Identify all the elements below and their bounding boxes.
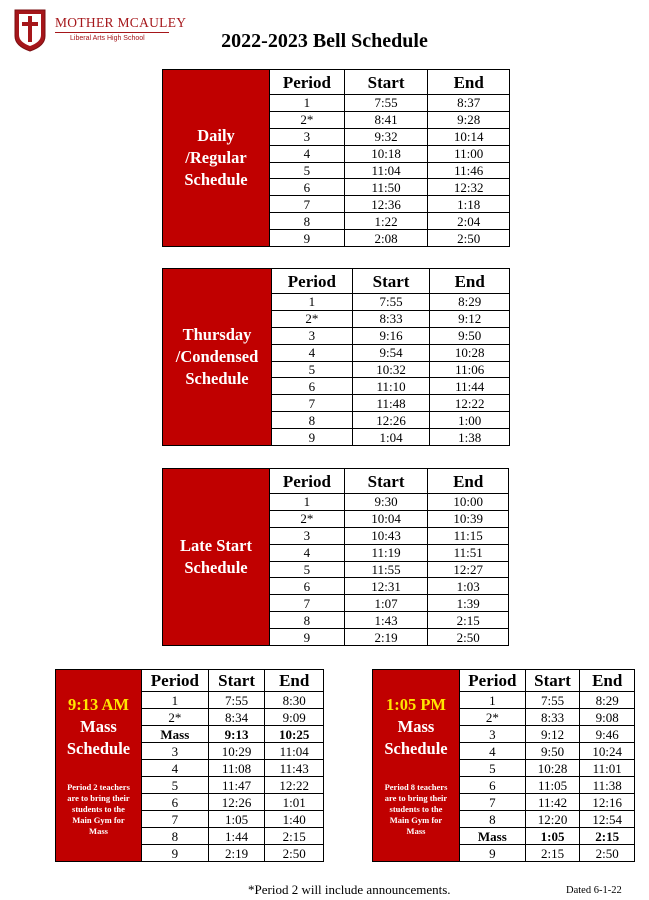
end-cell: 2:50 xyxy=(428,629,509,646)
end-cell: 2:50 xyxy=(428,230,510,247)
mass-am-schedule xyxy=(55,669,324,862)
period-cell: 7 xyxy=(270,595,345,612)
start-header: Start xyxy=(208,670,265,692)
start-cell: 11:42 xyxy=(525,794,580,811)
start-cell: 1:22 xyxy=(344,213,428,230)
start-cell: 9:16 xyxy=(352,327,430,344)
end-cell: 11:44 xyxy=(430,378,510,395)
period-cell: 9 xyxy=(270,230,345,247)
period-cell: 2* xyxy=(270,510,345,527)
end-cell: 8:37 xyxy=(428,95,510,112)
start-cell: 1:43 xyxy=(344,612,428,629)
end-cell: 9:08 xyxy=(580,709,635,726)
schedule-row xyxy=(272,412,510,429)
late-start-schedule-label-box xyxy=(162,468,269,646)
schedule-row xyxy=(460,777,635,794)
mass-am-table xyxy=(141,669,324,862)
end-header: End xyxy=(428,469,509,494)
end-cell: 11:46 xyxy=(428,162,510,179)
start-cell: 2:08 xyxy=(344,230,428,247)
end-cell: 12:22 xyxy=(265,777,324,794)
start-cell: 10:32 xyxy=(352,361,430,378)
period-cell: 8 xyxy=(270,213,345,230)
period-cell: 2* xyxy=(272,310,353,327)
period-cell: 7 xyxy=(270,196,345,213)
schedule-row xyxy=(460,692,635,709)
period-cell: 7 xyxy=(272,395,353,412)
schedule-row xyxy=(270,544,509,561)
period-cell: 8 xyxy=(272,412,353,429)
mass-pm-label: Mass Schedule xyxy=(384,717,448,758)
start-cell: 11:55 xyxy=(344,561,428,578)
period-cell: 2* xyxy=(142,709,209,726)
end-cell: 8:30 xyxy=(265,692,324,709)
start-cell: 2:15 xyxy=(525,845,580,862)
period-cell: 5 xyxy=(270,561,345,578)
start-cell: 7:55 xyxy=(352,294,430,311)
mass-am-time: 9:13 AM xyxy=(68,695,129,714)
start-cell: 10:18 xyxy=(344,145,428,162)
schedule-row xyxy=(142,743,324,760)
dated-label: Dated 6-1-22 xyxy=(566,885,622,896)
period-cell: 9 xyxy=(460,845,526,862)
schedule-row xyxy=(270,230,510,247)
late-start-schedule-table xyxy=(269,468,509,646)
end-cell: 11:15 xyxy=(428,527,509,544)
schedule-row xyxy=(270,111,510,128)
start-cell: 7:55 xyxy=(525,692,580,709)
schedule-row xyxy=(270,95,510,112)
end-cell: 1:00 xyxy=(430,412,510,429)
schedule-row xyxy=(270,510,509,527)
start-cell: 9:50 xyxy=(525,743,580,760)
end-cell: 10:28 xyxy=(430,344,510,361)
end-cell: 11:01 xyxy=(580,760,635,777)
end-cell: 8:29 xyxy=(430,294,510,311)
end-cell: 2:50 xyxy=(580,845,635,862)
start-cell: 1:44 xyxy=(208,828,265,845)
end-header: End xyxy=(580,670,635,692)
period-cell: 4 xyxy=(142,760,209,777)
schedule-row xyxy=(270,162,510,179)
start-cell: 11:05 xyxy=(525,777,580,794)
start-cell: 2:19 xyxy=(208,845,265,862)
start-cell: 10:04 xyxy=(344,510,428,527)
end-cell: 2:15 xyxy=(265,828,324,845)
period-cell: 4 xyxy=(272,344,353,361)
schedule-row xyxy=(270,561,509,578)
late-start-schedule-label: Late Start Schedule xyxy=(180,536,252,577)
start-cell: 11:04 xyxy=(344,162,428,179)
period-cell: 1 xyxy=(272,294,353,311)
schedule-row xyxy=(142,709,324,726)
start-cell: 1:04 xyxy=(352,429,430,446)
end-cell: 10:14 xyxy=(428,128,510,145)
period-cell: 8 xyxy=(142,828,209,845)
schedule-row xyxy=(272,344,510,361)
period-cell: 6 xyxy=(142,794,209,811)
schedule-row xyxy=(270,196,510,213)
start-cell: 2:19 xyxy=(344,629,428,646)
schedule-row xyxy=(270,179,510,196)
period-header: Period xyxy=(272,269,353,294)
period-cell: 4 xyxy=(270,145,345,162)
end-cell: 2:50 xyxy=(265,845,324,862)
schedule-row xyxy=(142,794,324,811)
start-cell: 12:31 xyxy=(344,578,428,595)
start-cell: 11:08 xyxy=(208,760,265,777)
schedule-row xyxy=(460,726,635,743)
schedule-row xyxy=(460,760,635,777)
daily-schedule-label: Daily /Regular Schedule xyxy=(184,126,248,189)
schedule-row xyxy=(270,145,510,162)
schedule-row xyxy=(272,327,510,344)
period-cell: 2* xyxy=(460,709,526,726)
schedule-row xyxy=(460,828,635,845)
thursday-schedule-label-box xyxy=(162,268,271,446)
end-cell: 1:18 xyxy=(428,196,510,213)
end-cell: 1:40 xyxy=(265,811,324,828)
end-header: End xyxy=(265,670,324,692)
start-cell: 12:26 xyxy=(208,794,265,811)
schedule-row xyxy=(460,811,635,828)
period-cell: Mass xyxy=(142,726,209,743)
start-header: Start xyxy=(344,70,428,95)
period-cell: 6 xyxy=(272,378,353,395)
footnote: *Period 2 will include announcements. xyxy=(248,882,451,897)
mass-pm-schedule xyxy=(372,669,635,862)
period-cell: 5 xyxy=(142,777,209,794)
start-cell: 7:55 xyxy=(344,95,428,112)
thursday-schedule-label: Thursday /Condensed Schedule xyxy=(175,325,259,388)
schedule-row xyxy=(270,629,509,646)
end-cell: 9:28 xyxy=(428,111,510,128)
schedule-row xyxy=(270,494,509,511)
schedule-row xyxy=(142,811,324,828)
period-header: Period xyxy=(460,670,526,692)
start-cell: 11:10 xyxy=(352,378,430,395)
end-cell: 8:29 xyxy=(580,692,635,709)
schedule-row xyxy=(270,612,509,629)
end-cell: 1:39 xyxy=(428,595,509,612)
schedule-row xyxy=(272,429,510,446)
end-cell: 10:24 xyxy=(580,743,635,760)
start-cell: 10:28 xyxy=(525,760,580,777)
end-cell: 10:00 xyxy=(428,494,509,511)
start-header: Start xyxy=(525,670,580,692)
start-cell: 9:32 xyxy=(344,128,428,145)
start-cell: 1:05 xyxy=(208,811,265,828)
period-cell: Mass xyxy=(460,828,526,845)
schedule-row xyxy=(272,361,510,378)
end-cell: 11:51 xyxy=(428,544,509,561)
start-cell: 10:43 xyxy=(344,527,428,544)
late-start-schedule xyxy=(162,468,509,646)
period-cell: 3 xyxy=(270,128,345,145)
period-cell: 3 xyxy=(272,327,353,344)
schedule-row xyxy=(270,527,509,544)
end-cell: 12:16 xyxy=(580,794,635,811)
end-cell: 9:12 xyxy=(430,310,510,327)
end-cell: 2:15 xyxy=(580,828,635,845)
page-title: 2022-2023 Bell Schedule xyxy=(221,30,428,52)
end-header: End xyxy=(428,70,510,95)
period-cell: 7 xyxy=(142,811,209,828)
schedule-row xyxy=(142,777,324,794)
end-cell: 1:01 xyxy=(265,794,324,811)
schedule-row xyxy=(460,794,635,811)
end-cell: 2:15 xyxy=(428,612,509,629)
end-cell: 9:09 xyxy=(265,709,324,726)
end-cell: 1:38 xyxy=(430,429,510,446)
schedule-row xyxy=(460,709,635,726)
start-cell: 11:48 xyxy=(352,395,430,412)
end-cell: 10:25 xyxy=(265,726,324,743)
logo-name: MOTHER MCAULEY xyxy=(55,15,187,30)
schedule-row xyxy=(142,845,324,862)
schedule-row xyxy=(142,828,324,845)
start-cell: 10:29 xyxy=(208,743,265,760)
period-cell: 5 xyxy=(270,162,345,179)
start-cell: 12:26 xyxy=(352,412,430,429)
end-cell: 9:50 xyxy=(430,327,510,344)
schedule-row xyxy=(272,294,510,311)
end-cell: 9:46 xyxy=(580,726,635,743)
period-cell: 4 xyxy=(460,743,526,760)
mass-pm-table xyxy=(459,669,635,862)
daily-schedule-label-box xyxy=(162,69,269,247)
schedule-row xyxy=(460,743,635,760)
schedule-row xyxy=(142,760,324,777)
period-cell: 6 xyxy=(270,578,345,595)
period-header: Period xyxy=(270,70,345,95)
start-cell: 11:47 xyxy=(208,777,265,794)
start-header: Start xyxy=(344,469,428,494)
period-cell: 1 xyxy=(142,692,209,709)
daily-schedule-table xyxy=(269,69,510,247)
schedule-row xyxy=(142,692,324,709)
period-cell: 9 xyxy=(272,429,353,446)
schedule-row xyxy=(270,578,509,595)
mass-am-note: Period 2 teachers are to bring their students to the Main Gym for Mass xyxy=(67,782,130,836)
end-cell: 1:03 xyxy=(428,578,509,595)
schedule-row xyxy=(272,378,510,395)
start-cell: 8:41 xyxy=(344,111,428,128)
schedule-row xyxy=(270,128,510,145)
start-cell: 9:13 xyxy=(208,726,265,743)
end-cell: 10:39 xyxy=(428,510,509,527)
end-cell: 11:00 xyxy=(428,145,510,162)
schedule-row xyxy=(272,310,510,327)
end-cell: 2:04 xyxy=(428,213,510,230)
start-cell: 9:12 xyxy=(525,726,580,743)
end-cell: 12:22 xyxy=(430,395,510,412)
mass-am-label: Mass Schedule xyxy=(66,717,131,758)
period-cell: 3 xyxy=(270,527,345,544)
start-cell: 8:33 xyxy=(352,310,430,327)
start-cell: 11:19 xyxy=(344,544,428,561)
period-cell: 8 xyxy=(270,612,345,629)
period-cell: 1 xyxy=(460,692,526,709)
start-cell: 12:20 xyxy=(525,811,580,828)
mass-pm-note: Period 8 teachers are to bring their students to the Main Gym for Mass xyxy=(384,782,448,836)
end-cell: 12:27 xyxy=(428,561,509,578)
start-cell: 8:33 xyxy=(525,709,580,726)
end-cell: 11:43 xyxy=(265,760,324,777)
period-cell: 2* xyxy=(270,111,345,128)
period-cell: 1 xyxy=(270,494,345,511)
mass-am-label-box xyxy=(55,669,141,862)
start-cell: 1:05 xyxy=(525,828,580,845)
end-header: End xyxy=(430,269,510,294)
start-header: Start xyxy=(352,269,430,294)
start-cell: 12:36 xyxy=(344,196,428,213)
start-cell: 9:54 xyxy=(352,344,430,361)
schedule-row xyxy=(270,595,509,612)
period-cell: 6 xyxy=(270,179,345,196)
period-cell: 5 xyxy=(272,361,353,378)
end-cell: 11:06 xyxy=(430,361,510,378)
mass-pm-label-box xyxy=(372,669,459,862)
period-cell: 8 xyxy=(460,811,526,828)
period-cell: 3 xyxy=(142,743,209,760)
start-cell: 1:07 xyxy=(344,595,428,612)
thursday-schedule xyxy=(162,268,510,446)
period-cell: 4 xyxy=(270,544,345,561)
period-cell: 9 xyxy=(270,629,345,646)
mass-pm-time: 1:05 PM xyxy=(385,695,447,714)
period-cell: 9 xyxy=(142,845,209,862)
daily-schedule xyxy=(162,69,510,247)
end-cell: 11:38 xyxy=(580,777,635,794)
period-header: Period xyxy=(270,469,345,494)
start-cell: 9:30 xyxy=(344,494,428,511)
end-cell: 11:04 xyxy=(265,743,324,760)
schedule-row xyxy=(460,845,635,862)
period-cell: 1 xyxy=(270,95,345,112)
end-cell: 12:32 xyxy=(428,179,510,196)
schedule-row xyxy=(270,213,510,230)
period-header: Period xyxy=(142,670,209,692)
schedule-row xyxy=(142,726,324,743)
start-cell: 11:50 xyxy=(344,179,428,196)
schedule-row xyxy=(272,395,510,412)
end-cell: 12:54 xyxy=(580,811,635,828)
thursday-schedule-table xyxy=(271,268,510,446)
period-cell: 5 xyxy=(460,760,526,777)
period-cell: 7 xyxy=(460,794,526,811)
start-cell: 7:55 xyxy=(208,692,265,709)
start-cell: 8:34 xyxy=(208,709,265,726)
period-cell: 3 xyxy=(460,726,526,743)
logo-subtitle: Liberal Arts High School xyxy=(70,35,145,42)
period-cell: 6 xyxy=(460,777,526,794)
